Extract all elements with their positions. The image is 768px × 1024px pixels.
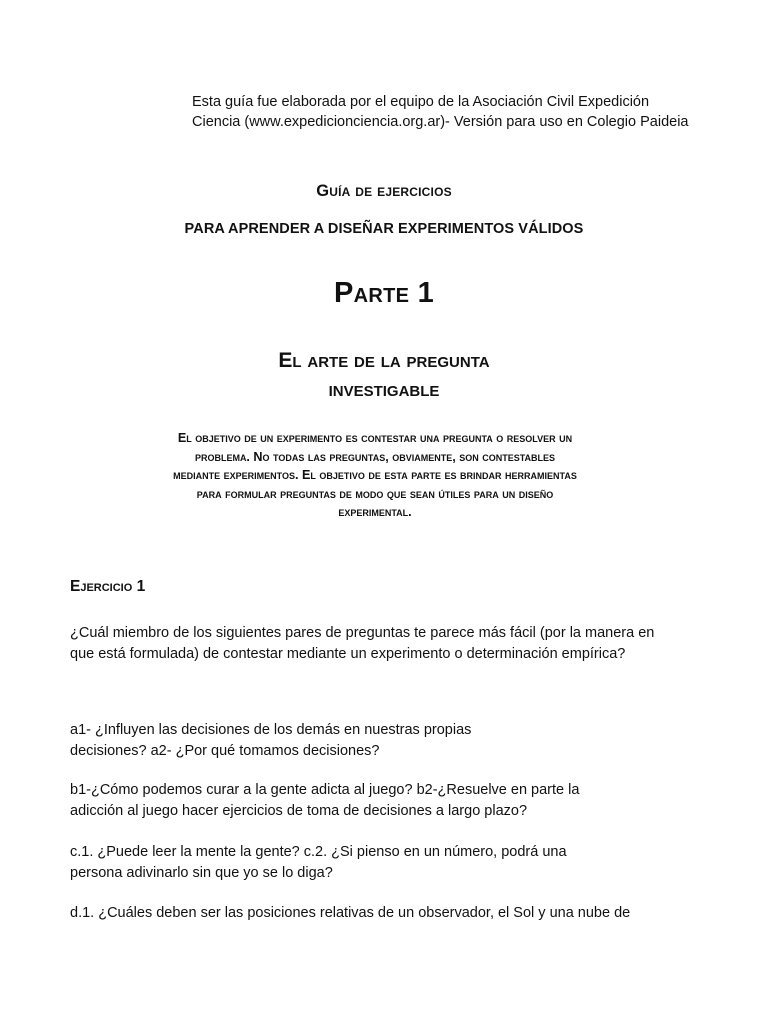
- section-title-line-1: El arte de la pregunta: [278, 349, 490, 372]
- intro-paragraph: El objetivo de un experimento es contestar una pregunta o resolver un problema. No todas las preguntas, obviamente, son contestables mediante experimentos. El objetivo de esta parte es brindar herramientas para formular preguntas de modo que sean útiles para un diseño experimental.: [173, 431, 577, 519]
- question-pair-d: d.1. ¿Cuáles deben ser las posiciones relativas de un observador, el Sol y una nube de: [70, 905, 631, 921]
- guide-subtitle: PARA APRENDER A DISEÑAR EXPERIMENTOS VÁLIDOS: [184, 221, 584, 237]
- question-pair-a: a1- ¿Influyen las decisiones de los demás en nuestras propias decisiones? a2- ¿Por qué tomamos decisiones?: [70, 722, 472, 759]
- exercise-question: ¿Cuál miembro de los siguientes pares de preguntas te parece más fácil (por la manera en que está formulada) de contestar mediante un experimento o determinación empírica?: [70, 625, 655, 662]
- question-pair-b: b1-¿Cómo podemos curar a la gente adicta al juego? b2-¿Resuelve en parte la adicción al juego hacer ejercicios de toma de decisiones a largo plazo?: [70, 782, 580, 819]
- part-title: Parte 1: [333, 277, 435, 309]
- question-pair-c: c.1. ¿Puede leer la mente la gente? c.2. ¿Si pienso en un número, podrá una persona adivinarlo sin que yo se lo diga?: [70, 844, 567, 881]
- section-title-line-2: investigable: [328, 378, 440, 401]
- guide-title: Guía de ejercicios: [316, 182, 452, 200]
- section-title: [0, 346, 768, 404]
- exercise-heading: Ejercicio 1: [70, 578, 146, 595]
- credit-note: Esta guía fue elaborada por el equipo de la Asociación Civil Expedición Ciencia (www.expedicionciencia.org.ar)- Versión para uso en Colegio Paideia: [192, 94, 689, 130]
